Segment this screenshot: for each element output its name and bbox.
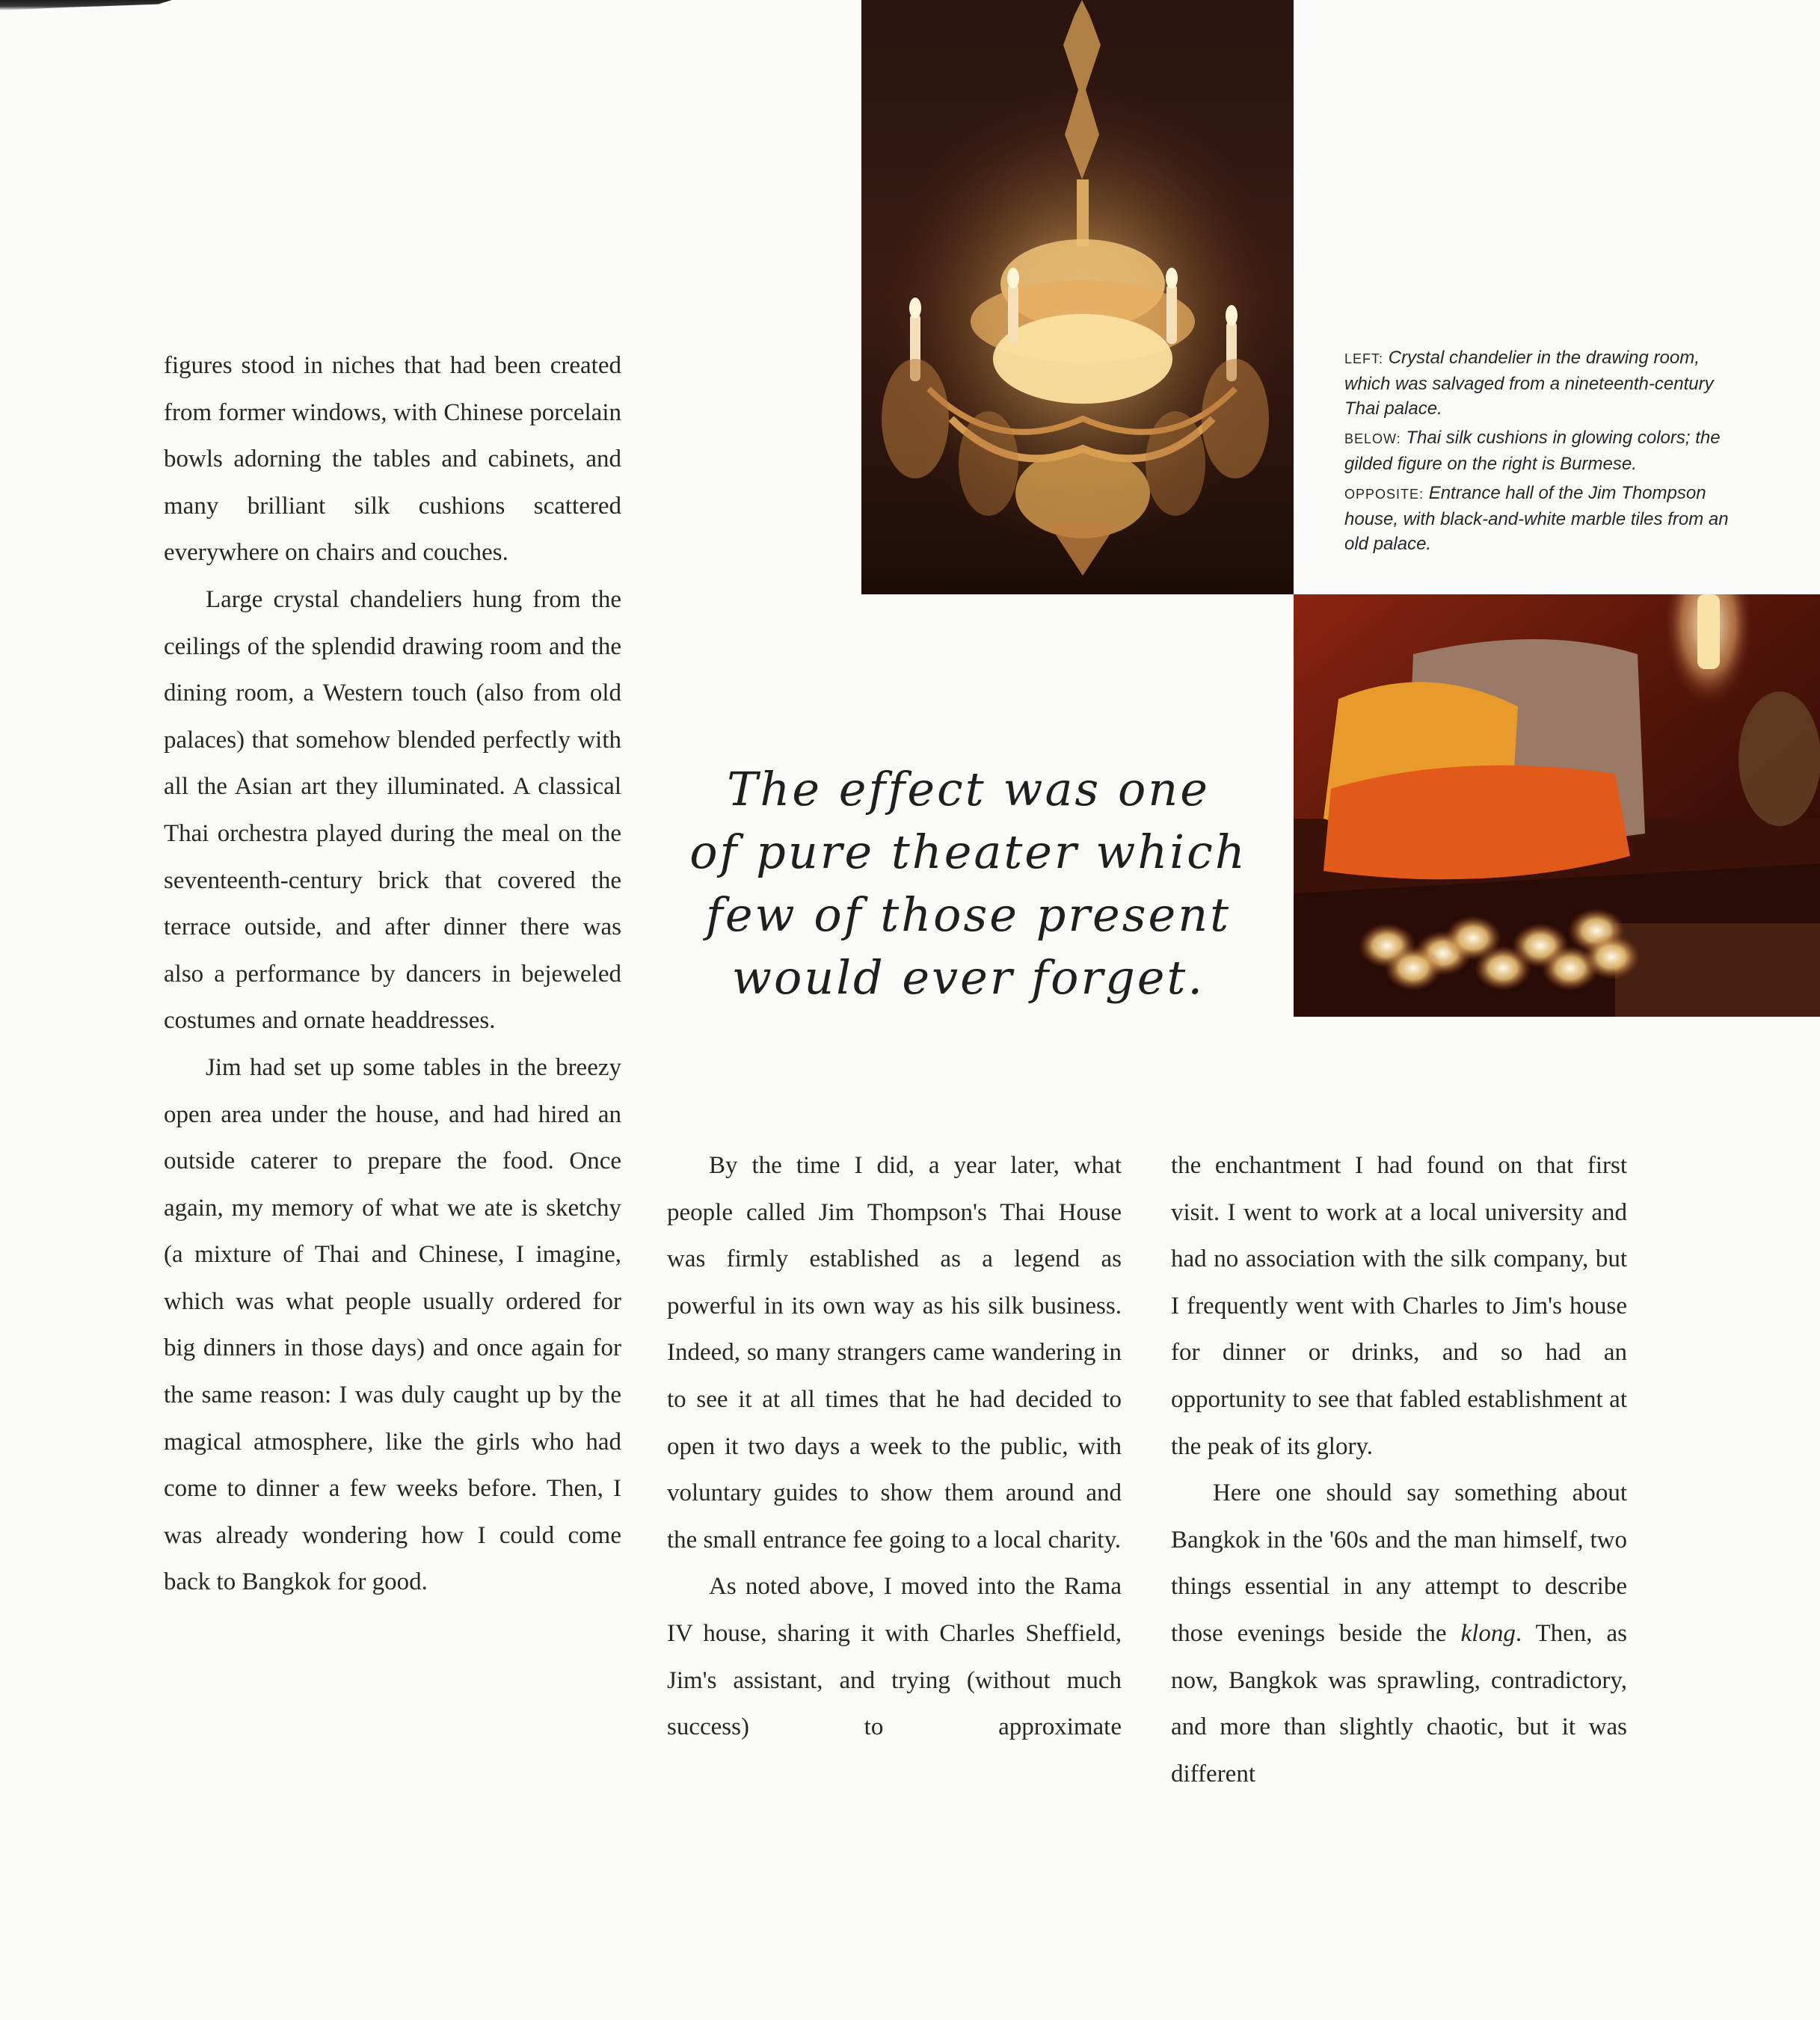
- caption-left-text: Crystal chandelier in the drawing room, which was salvaged from a nineteenth-century Thai palace.: [1344, 348, 1714, 419]
- paragraph: By the time I did, a year later, what people called Jim Thompson's Thai House was firmly established as a legend as powerful in its own way as his silk business. Indeed, so many strangers came wandering in to see it at all times that he had decided to open it two days a week to the public, with voluntary guides to show them around and the small entrance fee going to a local charity.: [667, 1152, 1122, 1554]
- caption-opposite-text: Entrance hall of the Jim Thompson house, with black-and-white marble tiles from an old palace.: [1344, 483, 1729, 554]
- pull-quote-line: of pure theater which: [689, 825, 1247, 879]
- pull-quote: [658, 758, 1279, 1009]
- cushions-illustration: [1294, 594, 1820, 1017]
- caption-below-label: BELOW:: [1344, 431, 1401, 446]
- paragraph-text: . Then, as now, Bangkok was sprawling, contradictory, and more than slightly chaotic, but it was different: [1171, 1619, 1627, 1787]
- caption-opposite-label: OPPOSITE:: [1344, 487, 1424, 502]
- silk-cushions-photo: [1294, 594, 1820, 1017]
- pull-quote-line: would ever forget.: [731, 950, 1205, 1005]
- caption-opposite: [1344, 481, 1733, 556]
- paragraph-text: Here one should say something about Bangkok in the '60s and the man himself, two things essential in any attempt to describe those evenings beside the: [1171, 1479, 1627, 1647]
- chandelier-photo: [861, 0, 1294, 594]
- body-column-right: [1171, 1142, 1627, 1797]
- paragraph: Jim had set up some tables in the breezy open area under the house, and had hired an outside caterer to prepare the food. Once again, my memory of what we ate is sketchy (a mixture of Thai and Chinese, I imagine, which was what people usually ordered for big dinners in those days) and once again for the same reason: I was duly caught up by the magical atmosphere, like the girls who had come to dinner a few weeks before. Then, I was already wondering how I could come back to Bangkok for good.: [164, 1053, 621, 1596]
- photo-caption: [1344, 345, 1733, 561]
- chandelier-illustration: [861, 0, 1294, 594]
- italic-term: klong: [1460, 1619, 1516, 1647]
- paragraph: [1171, 1470, 1627, 1797]
- paragraph: the enchantment I had found on that first visit. I went to work at a local university and had no association with the silk company, but I frequently went with Charles to Jim's house for dinner or drinks, and so had an opportunity to see that fabled establishment at the peak of its glory.: [1171, 1152, 1627, 1460]
- caption-left-label: LEFT:: [1344, 351, 1384, 366]
- body-column-left: [164, 342, 621, 1606]
- pull-quote-line: few of those present: [705, 887, 1232, 942]
- caption-below-text: Thai silk cushions in glowing colors; the gilded figure on the right is Burmese.: [1344, 428, 1721, 474]
- caption-left: [1344, 345, 1733, 421]
- page-corner-mark: [0, 0, 172, 10]
- caption-below: [1344, 425, 1733, 476]
- paragraph: Large crystal chandeliers hung from the ceilings of the splendid drawing room and the dining room, a Western touch (also from old palaces) that somehow blended perfectly with all the Asian art they illuminated. A classical Thai orchestra played during the meal on the seventeenth-century brick that covered the terrace outside, and after dinner there was also a performance by dancers in bejeweled costumes and ornate headdresses.: [164, 585, 621, 1035]
- pull-quote-line: The effect was one: [727, 762, 1210, 816]
- paragraph: As noted above, I moved into the Rama IV house, sharing it with Charles Sheffield, Jim's assistant, and trying (without much success) to approximate: [667, 1573, 1122, 1741]
- paragraph: figures stood in niches that had been created from former windows, with Chinese porcelain bowls adorning the tables and cabinets, and many brilliant silk cushions scattered everywhere on chairs and couches.: [164, 352, 621, 567]
- body-column-middle: [667, 1142, 1122, 1751]
